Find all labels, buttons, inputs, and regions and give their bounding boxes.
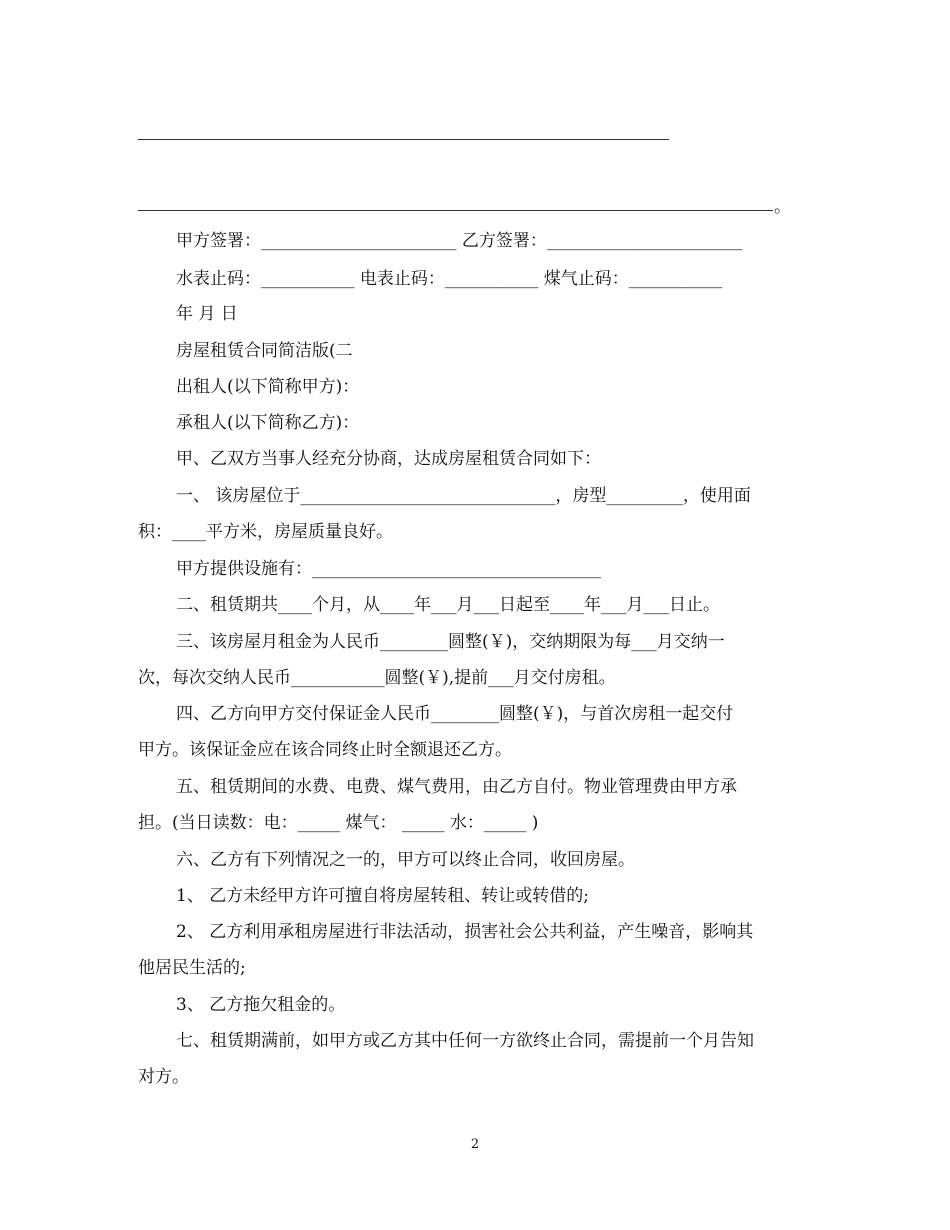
paragraph-line: 甲方。该保证金应在该合同终止时全额退还乙方。 — [138, 740, 512, 760]
paragraph-line: 积：____平方米，房屋质量良好。 — [138, 522, 393, 542]
meter-readings-line: 水表止码：___________ 电表止码：___________ 煤气止码：___________ — [176, 269, 723, 289]
blank-line — [138, 139, 669, 140]
page-number: 2 — [470, 1137, 480, 1152]
paragraph-line: 次，每次交纳人民币___________圆整(￥),提前___月交付房租。 — [138, 668, 616, 688]
list-item: 2、 乙方利用承租房屋进行非法活动，损害社会公共利益，产生噪音，影响其 — [176, 922, 754, 942]
paragraph-line: 五、租赁期间的水费、电费、煤气费用，由乙方自付。物业管理费由甲方承 — [176, 777, 737, 797]
blank-line-end: 。 — [774, 197, 791, 217]
list-item: 3、 乙方拖欠租金的。 — [176, 995, 346, 1015]
contract-title: 房屋租赁合同简洁版(二 — [176, 341, 353, 361]
paragraph-line: 甲、乙双方当事人经充分协商，达成房屋租赁合同如下： — [176, 449, 601, 469]
paragraph-line: 七、租赁期满前，如甲方或乙方其中任何一方欲终止合同，需提前一个月告知 — [176, 1031, 754, 1051]
date-line: 年 月 日 — [176, 304, 238, 324]
blank-line — [138, 210, 773, 211]
paragraph-line: 六、乙方有下列情况之一的，甲方可以终止合同，收回房屋。 — [176, 850, 635, 870]
list-item-continuation: 他居民生活的; — [138, 958, 246, 978]
paragraph-line: 一、 该房屋位于______________________________，房型_________，使用面 — [176, 486, 751, 506]
paragraph-line: 对方。 — [138, 1067, 189, 1087]
paragraph-line: 担。(当日读数：电：_____ 煤气： _____ 水：_____ ) — [138, 813, 539, 833]
list-item: 1、 乙方未经甲方许可擅自将房屋转租、转让或转借的; — [176, 886, 589, 906]
paragraph-line: 二、租赁期共____个月，从____年___月___日起至____年___月___日止。 — [176, 595, 720, 615]
lessor-line: 出租人(以下简称甲方)： — [176, 377, 360, 397]
paragraph-line: 四、乙方向甲方交付保证金人民币________圆整(￥)，与首次房租一起交付 — [176, 704, 734, 724]
paragraph-line: 甲方提供设施有：__________________________________ — [176, 559, 601, 579]
lessee-line: 承租人(以下简称乙方)： — [176, 413, 360, 433]
paragraph-line: 三、该房屋月租金为人民币________圆整(￥)，交纳期限为每___月交纳一 — [176, 632, 725, 652]
signature-line: 甲方签署：_______________________ 乙方签署：_______________________ — [176, 231, 743, 251]
